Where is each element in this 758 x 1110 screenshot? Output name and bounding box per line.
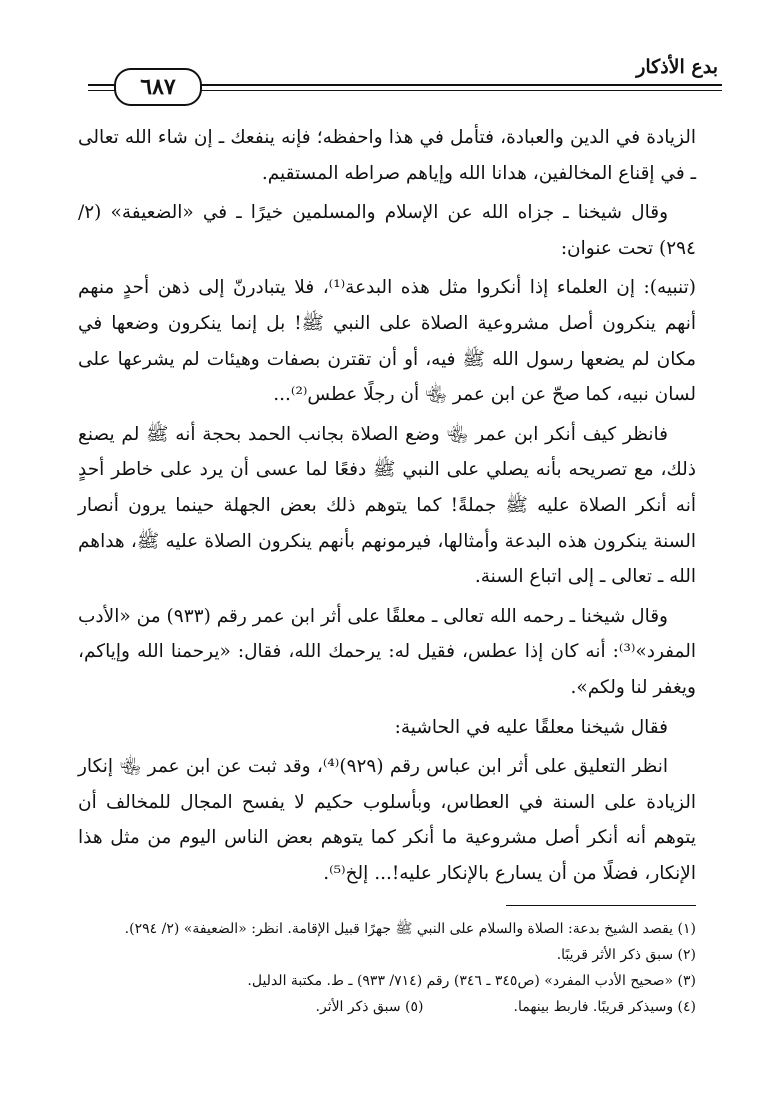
footnote-1: (١) يقصد الشيخ بدعة: الصلاة والسلام على النبي ﷺ جهرًا قبيل الإقامة. انظر: «الضعيفة» (٢/ ٢٩٤).: [124, 921, 696, 937]
footnote-row: [78, 994, 696, 1020]
paragraph: (تنبيه): إن العلماء إذا أنكروا مثل هذه البدعة⁽¹⁾، فلا يتبادرنّ إلى ذهن أحدٍ منهم أنهم ينكرون أصل مشروعية الصلاة على النبي ﷺ! بل إنما ينكرون وضعها في مكان لم يضعها رسول الله ﷺ فيه، أو أن تقترن بصفات وهيئات لم يشرعها على لسان نبيه، كما صحّ عن ابن عمر ﵄ أن رجلًا عطس⁽²⁾...: [78, 277, 696, 406]
running-title: بدع الأذكار: [636, 56, 718, 78]
footnote-5: (٥) سبق ذكر الأثر.: [315, 999, 424, 1015]
footnote-separator: [506, 905, 696, 906]
footnote-2: (٢) سبق ذكر الأثر قريبًا.: [556, 947, 696, 963]
main-text: [78, 120, 696, 895]
footnote-3: (٣) «صحيح الأدب المفرد» (ص٣٤٥ ـ ٣٤٦) رقم (٧١٤/ ٩٣٣) ـ ط. مكتبة الدليل.: [247, 973, 696, 989]
footnote-4: (٤) وسيذكر قريبًا. فاربط بينهما.: [513, 999, 696, 1015]
page-number-badge: ٦٨٧: [114, 68, 202, 106]
paragraph: فانظر كيف أنكر ابن عمر ﵄ وضع الصلاة بجانب الحمد بحجة أنه ﷺ لم يصنع ذلك، مع تصريحه بأنه يصلي على النبي ﷺ دفعًا لما عسى أن يرد على خاطر أحدٍ أنه أنكر الصلاة عليه ﷺ جملةً! كما يتوهم ذلك بعض الجهلة حينما يرون أنصار السنة ينكرون هذه البدعة وأمثالها، فيرمونهم بأنهم ينكرون الصلاة عليه ﷺ، هداهم الله ـ تعالى ـ إلى اتباع السنة.: [78, 423, 696, 588]
paragraph: انظر التعليق على أثر ابن عباس رقم (٩٢٩)⁽⁴⁾، وقد ثبت عن ابن عمر ﵄ إنكار الزيادة على السنة في العطاس، وبأسلوب حكيم لا يفسح المجال للمخالف أن يتوهم أنه أنكر أصل مشروعية ما أنكر كما يتوهم بعض الناس اليوم من مثل هذا الإنكار، فضلًا من أن يسارع بالإنكار عليه!... إلخ⁽⁵⁾.: [78, 756, 696, 884]
page-header: [88, 54, 722, 98]
paragraph: فقال شيخنا معلقًا عليه في الحاشية:: [394, 716, 668, 738]
paragraph: وقال شيخنا ـ جزاه الله عن الإسلام والمسلمين خيرًا ـ في «الضعيفة» (٢/ ٢٩٤) تحت عنوان:: [78, 202, 696, 259]
paragraph: الزيادة في الدين والعبادة، فتأمل في هذا واحفظه؛ فإنه ينفعك ـ إن شاء الله تعالى ـ في إقناع المخالفين، هدانا الله وإياهم صراطه المستقيم.: [78, 127, 696, 184]
footnotes: [78, 905, 696, 1020]
paragraph: وقال شيخنا ـ رحمه الله تعالى ـ معلقًا على أثر ابن عمر رقم (٩٣٣) من «الأدب المفرد»⁽³⁾: أنه كان إذا عطس، فقيل له: يرحمك الله، فقال: «يرحمنا الله وإياكم، ويغفر لنا ولكم».: [78, 605, 696, 698]
